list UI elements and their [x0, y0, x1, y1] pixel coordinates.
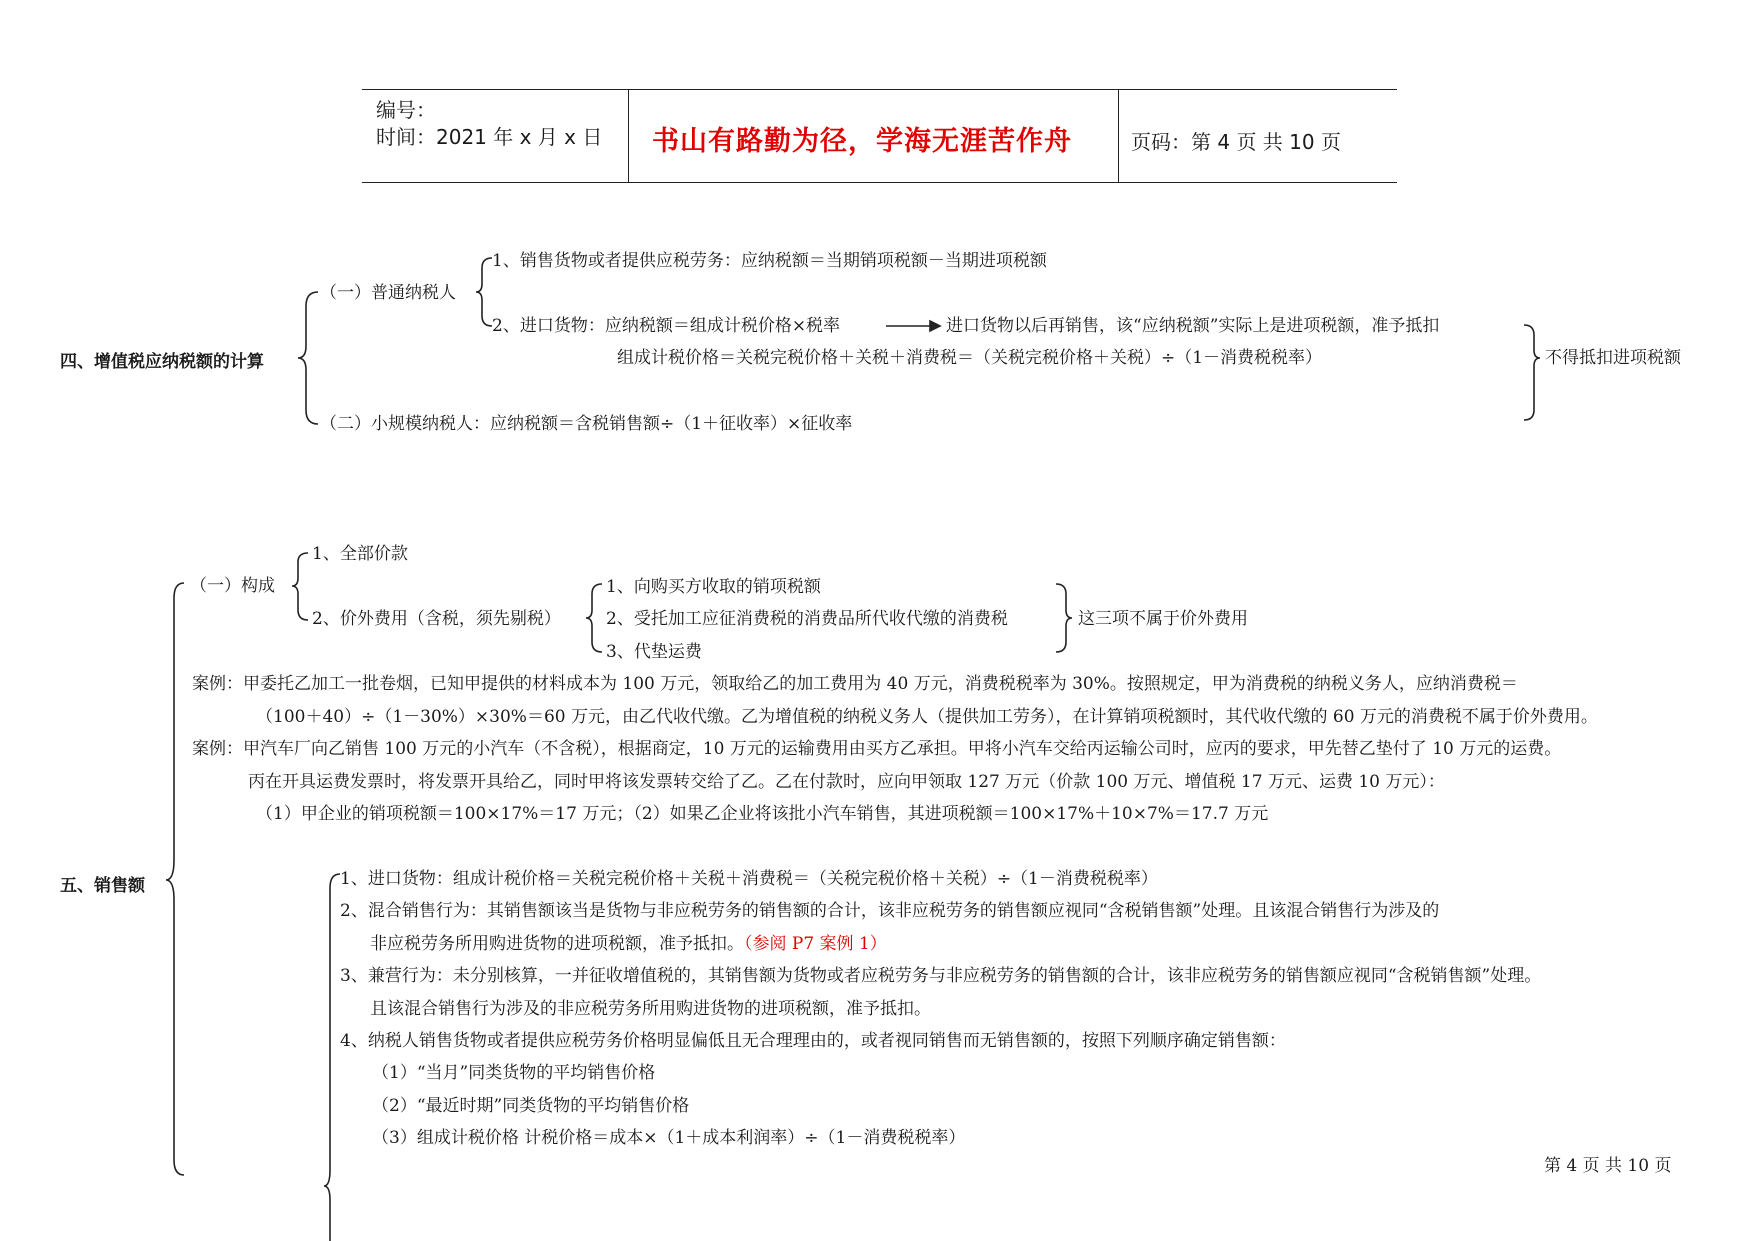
footer-page-number: 第 4 页 共 10 页 — [1544, 1156, 1672, 1176]
header-page-label: 页码：第 4 页 共 10 页 — [1131, 130, 1341, 154]
section4-side-note: 不得抵扣进项税额 — [1545, 348, 1681, 368]
header-time-label: 时间：2021 年 x 月 x 日 — [376, 125, 603, 149]
section4-item2: 2、进口货物：应纳税额＝组成计税价格×税率 — [492, 316, 841, 336]
section5-exclusion-2: 2、受托加工应征消费税的消费品所代收代缴的消费税 — [606, 609, 1008, 629]
section4-item2-note: 进口货物以后再销售，该“应纳税额”实际上是进项税额，准予抵扣 — [946, 316, 1440, 336]
section5-p4-sub3: （3）组成计税价格 计税价格＝成本×（1＋成本利润率）÷（1－消费税税率） — [372, 1128, 966, 1148]
section4-item2-formula: 组成计税价格＝关税完税价格＋关税＋消费税＝（关税完税价格＋关税）÷（1－消费税税率） — [617, 348, 1323, 368]
header-number-label: 编号： — [376, 98, 436, 122]
section4-item1: 1、销售货物或者提供应税劳务：应纳税额＝当期销项税额－当期进项税额 — [492, 251, 1047, 271]
section5-exclusion-1: 1、向购买方收取的销项税额 — [606, 577, 821, 597]
section5-all-price: 1、全部价款 — [312, 544, 408, 564]
section5-exclusions-note: 这三项不属于价外费用 — [1078, 609, 1248, 629]
section5-case2-line1: 案例：甲汽车厂向乙销售 100 万元的小汽车（不含税），根据商定，10 万元的运输费用由买方乙承担。甲将小汽车交给丙运输公司时，应丙的要求，甲先替乙垫付了 10 万元的运费。 — [192, 739, 1562, 759]
section4-general-taxpayer: （一）普通纳税人 — [320, 283, 456, 303]
section5-p4-sub1: （1）“当月”同类货物的平均销售价格 — [372, 1063, 656, 1083]
section5-p1: 1、进口货物：组成计税价格＝关税完税价格＋关税＋消费税＝（关税完税价格＋关税）÷（1－消费税税率） — [340, 869, 1158, 889]
section5-p4-sub2: （2）“最近时期”同类货物的平均销售价格 — [372, 1096, 690, 1116]
section4-small-taxpayer: （二）小规模纳税人：应纳税额＝含税销售额÷（1＋征收率）×征收率 — [320, 414, 853, 434]
section5-p4: 4、纳税人销售货物或者提供应税劳务价格明显偏低且无合理理由的，或者视同销售而无销售额的，按照下列顺序确定销售额： — [340, 1031, 1286, 1051]
section5-title: 五、销售额 — [60, 876, 145, 896]
section5-case2-line3: （1）甲企业的销项税额＝100×17%＝17 万元；（2）如果乙企业将该批小汽车销售，其进项税额＝100×17%＋10×7%＝17.7 万元 — [256, 804, 1269, 824]
section5-case2-line2: 丙在开具运费发票时，将发票开具给乙，同时甲将该发票转交给了乙。乙在付款时，应向甲领取 127 万元（价款 100 万元、增值税 17 万元、运费 10 万元）： — [248, 772, 1445, 792]
section5-p3-line1: 3、兼营行为：未分别核算，一并征收增值税的，其销售额为货物或者应税劳务与非应税劳务的销售额的合计，该非应税劳务的销售额应视同“含税销售额”处理。 — [340, 966, 1542, 986]
section5-p3-line2: 且该混合销售行为涉及的非应税劳务所用购进货物的进项税额，准予抵扣。 — [370, 999, 931, 1019]
section5-exclusion-3: 3、代垫运费 — [606, 642, 702, 662]
section5-case1-line2: （100＋40）÷（1－30%）×30%＝60 万元，由乙代收代缴。乙为增值税的纳税义务人（提供加工劳务），在计算销项税额时，其代收代缴的 60 万元的消费税不属于价外费用。 — [256, 707, 1598, 727]
p2-reference: （参阅 P7 案例 1） — [744, 934, 887, 954]
section5-p2-line1: 2、混合销售行为：其销售额该当是货物与非应税劳务的销售额的合计，该非应税劳务的销售额应视同“含税销售额”处理。且该混合销售行为涉及的 — [340, 901, 1440, 921]
section5-case1-line1: 案例：甲委托乙加工一批卷烟，已知甲提供的材料成本为 100 万元，领取给乙的加工费用为 40 万元，消费税税率为 30%。按照规定，甲为消费税的纳税义务人，应纳消费税＝ — [192, 674, 1518, 694]
p2-text: 非应税劳务所用购进货物的进项税额，准予抵扣。 — [370, 934, 744, 954]
section5-p2-line2 — [370, 933, 887, 955]
section4-title: 四、增值税应纳税额的计算 — [60, 352, 264, 372]
section5-extra-fees: 2、价外费用（含税，须先剔税） — [312, 609, 561, 629]
header-motto: 书山有路勤为径，学海无涯苦作舟 — [652, 126, 1072, 157]
section5-composition: （一）构成 — [190, 576, 275, 596]
